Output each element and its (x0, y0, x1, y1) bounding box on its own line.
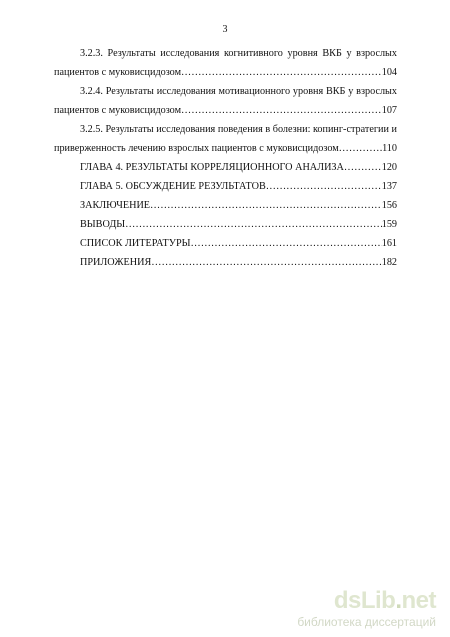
toc-entry-text: приверженность лечению взрослых пациентов с муковисцидозом (54, 143, 339, 154)
watermark-caption: библиотека диссертаций (297, 615, 436, 629)
toc-entry-line (54, 196, 397, 215)
toc-entry-text: 3.2.3. Результаты исследования когнитивного уровня ВКБ у взрослых (80, 48, 397, 59)
table-of-contents (54, 44, 397, 272)
toc-leader-dots (191, 234, 382, 253)
toc-entry-text: ПРИЛОЖЕНИЯ (80, 257, 152, 268)
toc-entry-chapter-4[interactable] (54, 158, 397, 177)
toc-entry-findings[interactable] (54, 215, 397, 234)
toc-page-number: 161 (381, 238, 397, 249)
toc-entry-text: 3.2.4. Результаты исследования мотивационного уровня ВКБ у взрослых (80, 86, 397, 97)
watermark-tld: net (401, 587, 436, 614)
toc-leader-dots (125, 215, 382, 234)
toc-entry-last-line (54, 101, 397, 120)
toc-entry-conclusion[interactable] (54, 196, 397, 215)
watermark-brand: dsLib (333, 587, 396, 614)
dslib-watermark[interactable] (246, 587, 436, 629)
toc-page-number: 104 (381, 67, 397, 78)
toc-entry-last-line (54, 139, 397, 158)
toc-leader-dots (151, 253, 381, 272)
toc-entry-last-line (54, 63, 397, 82)
toc-page-number: 156 (381, 200, 397, 211)
toc-entry-text: ЗАКЛЮЧЕНИЕ (80, 200, 151, 211)
toc-leader-dots (181, 63, 382, 82)
toc-entry-text: ВЫВОДЫ (80, 219, 126, 230)
toc-entry-text: СПИСОК ЛИТЕРАТУРЫ (80, 238, 191, 249)
toc-entry-text: пациентов с муковисцидозом (54, 105, 182, 116)
page-number: 3 (222, 24, 228, 35)
toc-entry-text: ГЛАВА 5. ОБСУЖДЕНИЕ РЕЗУЛЬТАТОВ (80, 181, 266, 192)
toc-leader-dots (266, 177, 382, 196)
toc-leader-dots (181, 101, 382, 120)
toc-page-number: 110 (382, 143, 397, 154)
toc-entry-3-2-3[interactable] (54, 44, 397, 82)
toc-leader-dots (344, 158, 382, 177)
toc-page-number: 120 (381, 162, 397, 173)
toc-entry-chapter-5[interactable] (54, 177, 397, 196)
toc-leader-dots (339, 139, 382, 158)
toc-entry-text: ГЛАВА 4. РЕЗУЛЬТАТЫ КОРРЕЛЯЦИОННОГО АНАЛИЗА (80, 162, 344, 173)
toc-page-number: 137 (381, 181, 397, 192)
toc-entry-appendices[interactable] (54, 253, 397, 272)
toc-entry-3-2-4[interactable] (54, 82, 397, 120)
toc-entry-line (54, 177, 397, 196)
toc-page-number: 182 (381, 257, 397, 268)
toc-entry-line (54, 215, 397, 234)
watermark-logo: dsLib.net (333, 587, 436, 614)
toc-entry-references[interactable] (54, 234, 397, 253)
toc-entry-text: 3.2.5. Результаты исследования поведения в болезни: копинг-стратегии и (80, 124, 397, 135)
toc-entry-line (54, 234, 397, 253)
toc-leader-dots (150, 196, 382, 215)
toc-entry-text: пациентов с муковисцидозом (54, 67, 182, 78)
toc-entry-line (54, 253, 397, 272)
toc-entry-3-2-5[interactable] (54, 120, 397, 158)
toc-entry-line (54, 158, 397, 177)
toc-page-number: 159 (381, 219, 397, 230)
toc-page-number: 107 (381, 105, 397, 116)
